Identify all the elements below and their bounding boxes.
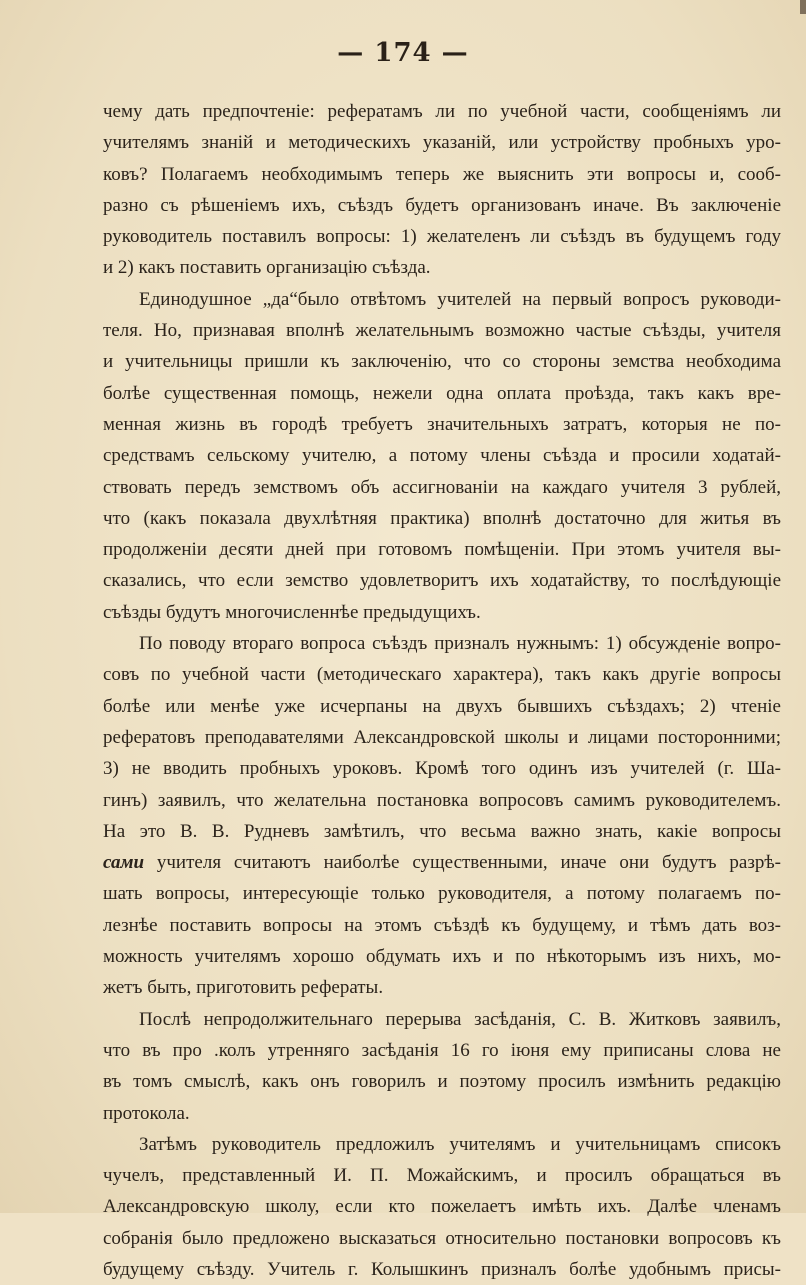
text-line: Послѣ непродолжительнаго перерыва засѣданія, С. В. Житковъ заявилъ, (139, 1008, 781, 1030)
text-line: руководитель поставилъ вопросы: 1) желателенъ ли съѣздъ въ будущемъ году (103, 226, 781, 248)
text-line: Затѣмъ руководитель предложилъ учителямъ и учительницамъ списокъ (139, 1133, 781, 1155)
text-line: болѣе существенная помощь, нежели одна оплата проѣзда, такъ какъ вре- (103, 382, 781, 404)
text-line: что въ про .колъ утренняго засѣданія 16 го іюня ему приписаны слова не (103, 1039, 781, 1061)
text-line: болѣе или менѣе уже исчерпаны на двухъ бывшихъ съѣздахъ; 2) чтеніе (103, 695, 781, 717)
text-line: и учительницы пришли къ заключенію, что со стороны земства необходима (103, 351, 781, 373)
text-line: 3) не вводить пробныхъ уроковъ. Кромѣ того одинъ изъ учителей (г. Ша- (103, 758, 781, 780)
text-line: совъ по учебной части (методическаго характера), такъ какъ другіе вопросы (103, 664, 781, 686)
text-line: учителямъ знаній и методическихъ указаній, или устройству пробныхъ уро- (103, 132, 781, 154)
page-edge-mark (800, 0, 806, 14)
text-line: менная жизнь въ городѣ требуетъ значительныхъ затратъ, которыя не по- (103, 413, 781, 435)
text-line: ковъ? Полагаемъ необходимымъ теперь же выяснить эти вопросы и, сооб- (103, 163, 781, 185)
text-line: продолженіи десяти дней при готовомъ помѣщеніи. При этомъ учителя вы- (103, 539, 781, 561)
text-line: протокола. (103, 1102, 190, 1124)
text-line: жетъ быть, приготовить рефераты. (103, 977, 384, 999)
text-line: будущему съѣзду. Учитель г. Колышкинъ призналъ болѣе удобнымъ присы- (103, 1258, 781, 1280)
text-line: что (какъ показала двухлѣтняя практика) вполнѣ достаточно для житья въ (103, 507, 781, 529)
text-line: гинъ) заявилъ, что желательна постановка вопросовъ самимъ руководителемъ. (103, 789, 781, 811)
text-line-rest: учителя считаютъ наиболѣе существенными, иначе они будутъ разрѣ- (144, 852, 781, 874)
page-number: — 174 — (337, 38, 469, 68)
text-line: ствовать передъ земствомъ объ ассигнованіи на каждаго учителя 3 рублей, (103, 476, 781, 498)
text-line: По поводу втораго вопроса съѣздъ призналъ нужнымъ: 1) обсужденіе вопро- (139, 633, 781, 655)
text-line: разно съ рѣшеніемъ ихъ, съѣздъ будетъ организованъ иначе. Въ заключеніе (103, 194, 781, 216)
text-line: лезнѣе поставить вопросы на этомъ съѣздѣ къ будущему, и тѣмъ дать воз- (103, 914, 781, 936)
text-line: собранія было предложено высказаться относительно постановки вопросовъ къ (103, 1227, 781, 1249)
body-text (103, 96, 781, 1285)
text-line: можность учителямъ хорошо обдумать ихъ и по нѣкоторымъ изъ нихъ, мо- (103, 946, 781, 968)
text-line: въ томъ смыслѣ, какъ онъ говорилъ и поэтому просилъ измѣнить редакцію (103, 1071, 781, 1093)
text-line: теля. Но, признавая вполнѣ желательнымъ возможно частые съѣзды, учителя (103, 320, 781, 342)
text-line (103, 847, 781, 878)
italic-word: сами (103, 852, 145, 874)
text-line: чучелъ, представленный И. П. Можайскимъ, и просилъ обращаться въ (103, 1165, 781, 1187)
text-line: Александровскую школу, если кто пожелаетъ имѣть ихъ. Далѣе членамъ (103, 1196, 781, 1218)
text-line: На это В. В. Рудневъ замѣтилъ, что весьма важно знать, какіе вопросы (103, 820, 781, 842)
text-line: чему дать предпочтеніе: рефератамъ ли по учебной части, сообщеніямъ ли (103, 101, 781, 122)
text-line: съѣзды будутъ многочисленнѣе предыдущихъ. (103, 601, 481, 623)
text-line: рефератовъ преподавателями Александровской школы и лицами посторонними; (103, 726, 781, 748)
text-line: Единодушное „да“было отвѣтомъ учителей на первый вопросъ руководи- (139, 288, 781, 310)
text-line: средствамъ сельскому учителю, а потому члены съѣзда и просили ходатай- (103, 445, 781, 467)
text-line: шать вопросы, интересующіе только руководителя, а потому полагаемъ по- (103, 883, 781, 905)
text-line: сказались, что если земство удовлетворитъ ихъ ходатайству, то послѣдующіе (103, 570, 781, 592)
text-line: и 2) какъ поставить организацію съѣзда. (103, 257, 431, 279)
